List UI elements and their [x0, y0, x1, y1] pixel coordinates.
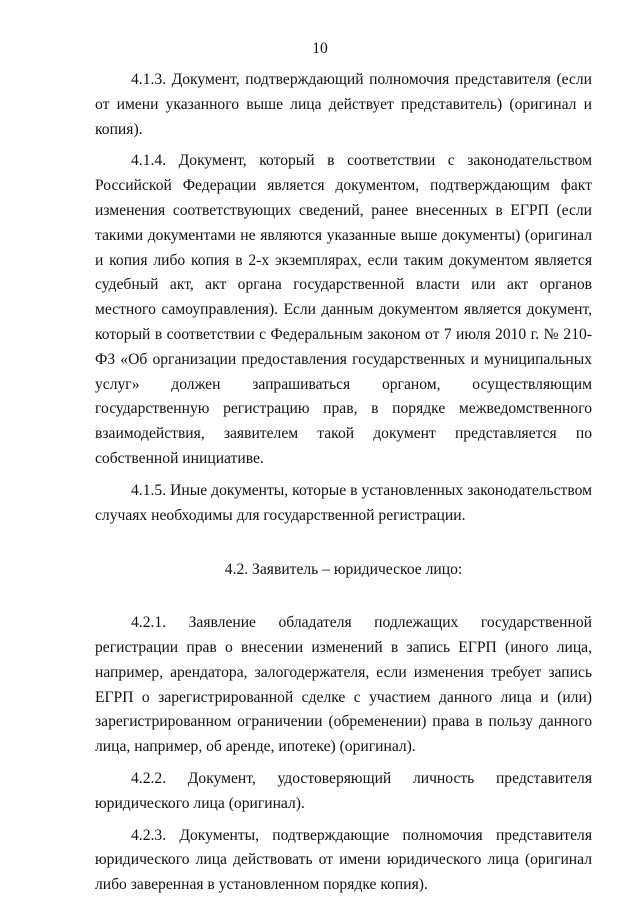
document-body — [95, 68, 592, 898]
paragraph-4-1-4: 4.1.4. Документ, который в соответствии с законодательством Российской Федерации является документом, подтверждающим факт изменения соответствующих сведений, ранее внесенных в ЕГРП (если такими документами не являются указанные выше документы) (оригинал и копия либо копия в 2-х экземплярах, если таким документом является судебный акт, акт органа государственной власти или акт органов местного самоуправления). Если данным документом является документ, который в соответствии с Федеральным законом от 7 июля 2010 г. № 210-ФЗ «Об организации предоставления государственных и муниципальных услуг» должен запрашиваться органом, осуществляющим государственную регистрацию прав, в порядке межведомственного взаимодействия, заявителем такой документ представляется по собственной инициативе. — [95, 152, 592, 467]
paragraph-4-2-3: 4.2.3. Документы, подтверждающие полномочия представителя юридического лица действовать от имени юридического лица (оригинал либо заверенная в установленном порядке копия). — [95, 826, 592, 894]
paragraph-4-1-5: 4.1.5. Иные документы, которые в установленных законодательством случаях необходимы для государственной регистрации. — [95, 481, 592, 524]
page-number: 10 — [312, 40, 328, 57]
paragraph-4-2-2: 4.2.2. Документ, удостоверяющий личность представителя юридического лица (оригинал). — [95, 769, 592, 812]
section-heading-4-2: 4.2. Заявитель – юридическое лицо: — [224, 561, 463, 579]
paragraph-4-2-1: 4.2.1. Заявление обладателя подлежащих государственной регистрации прав о внесении изменений в запись ЕГРП (иного лица, например, арендатора, залогодержателя, если изменения требует запись ЕГРП о зарегистрированной сделке с участием данного лица и (или) зарегистрированном ограничении (обременении) права в пользу данного лица, например, об аренде, ипотеке) (оригинал). — [95, 614, 592, 756]
paragraph-4-1-3: 4.1.3. Документ, подтверждающий полномочия представителя (если от имени указанного выше лица действует представитель) (оригинал и копия). — [95, 71, 592, 138]
